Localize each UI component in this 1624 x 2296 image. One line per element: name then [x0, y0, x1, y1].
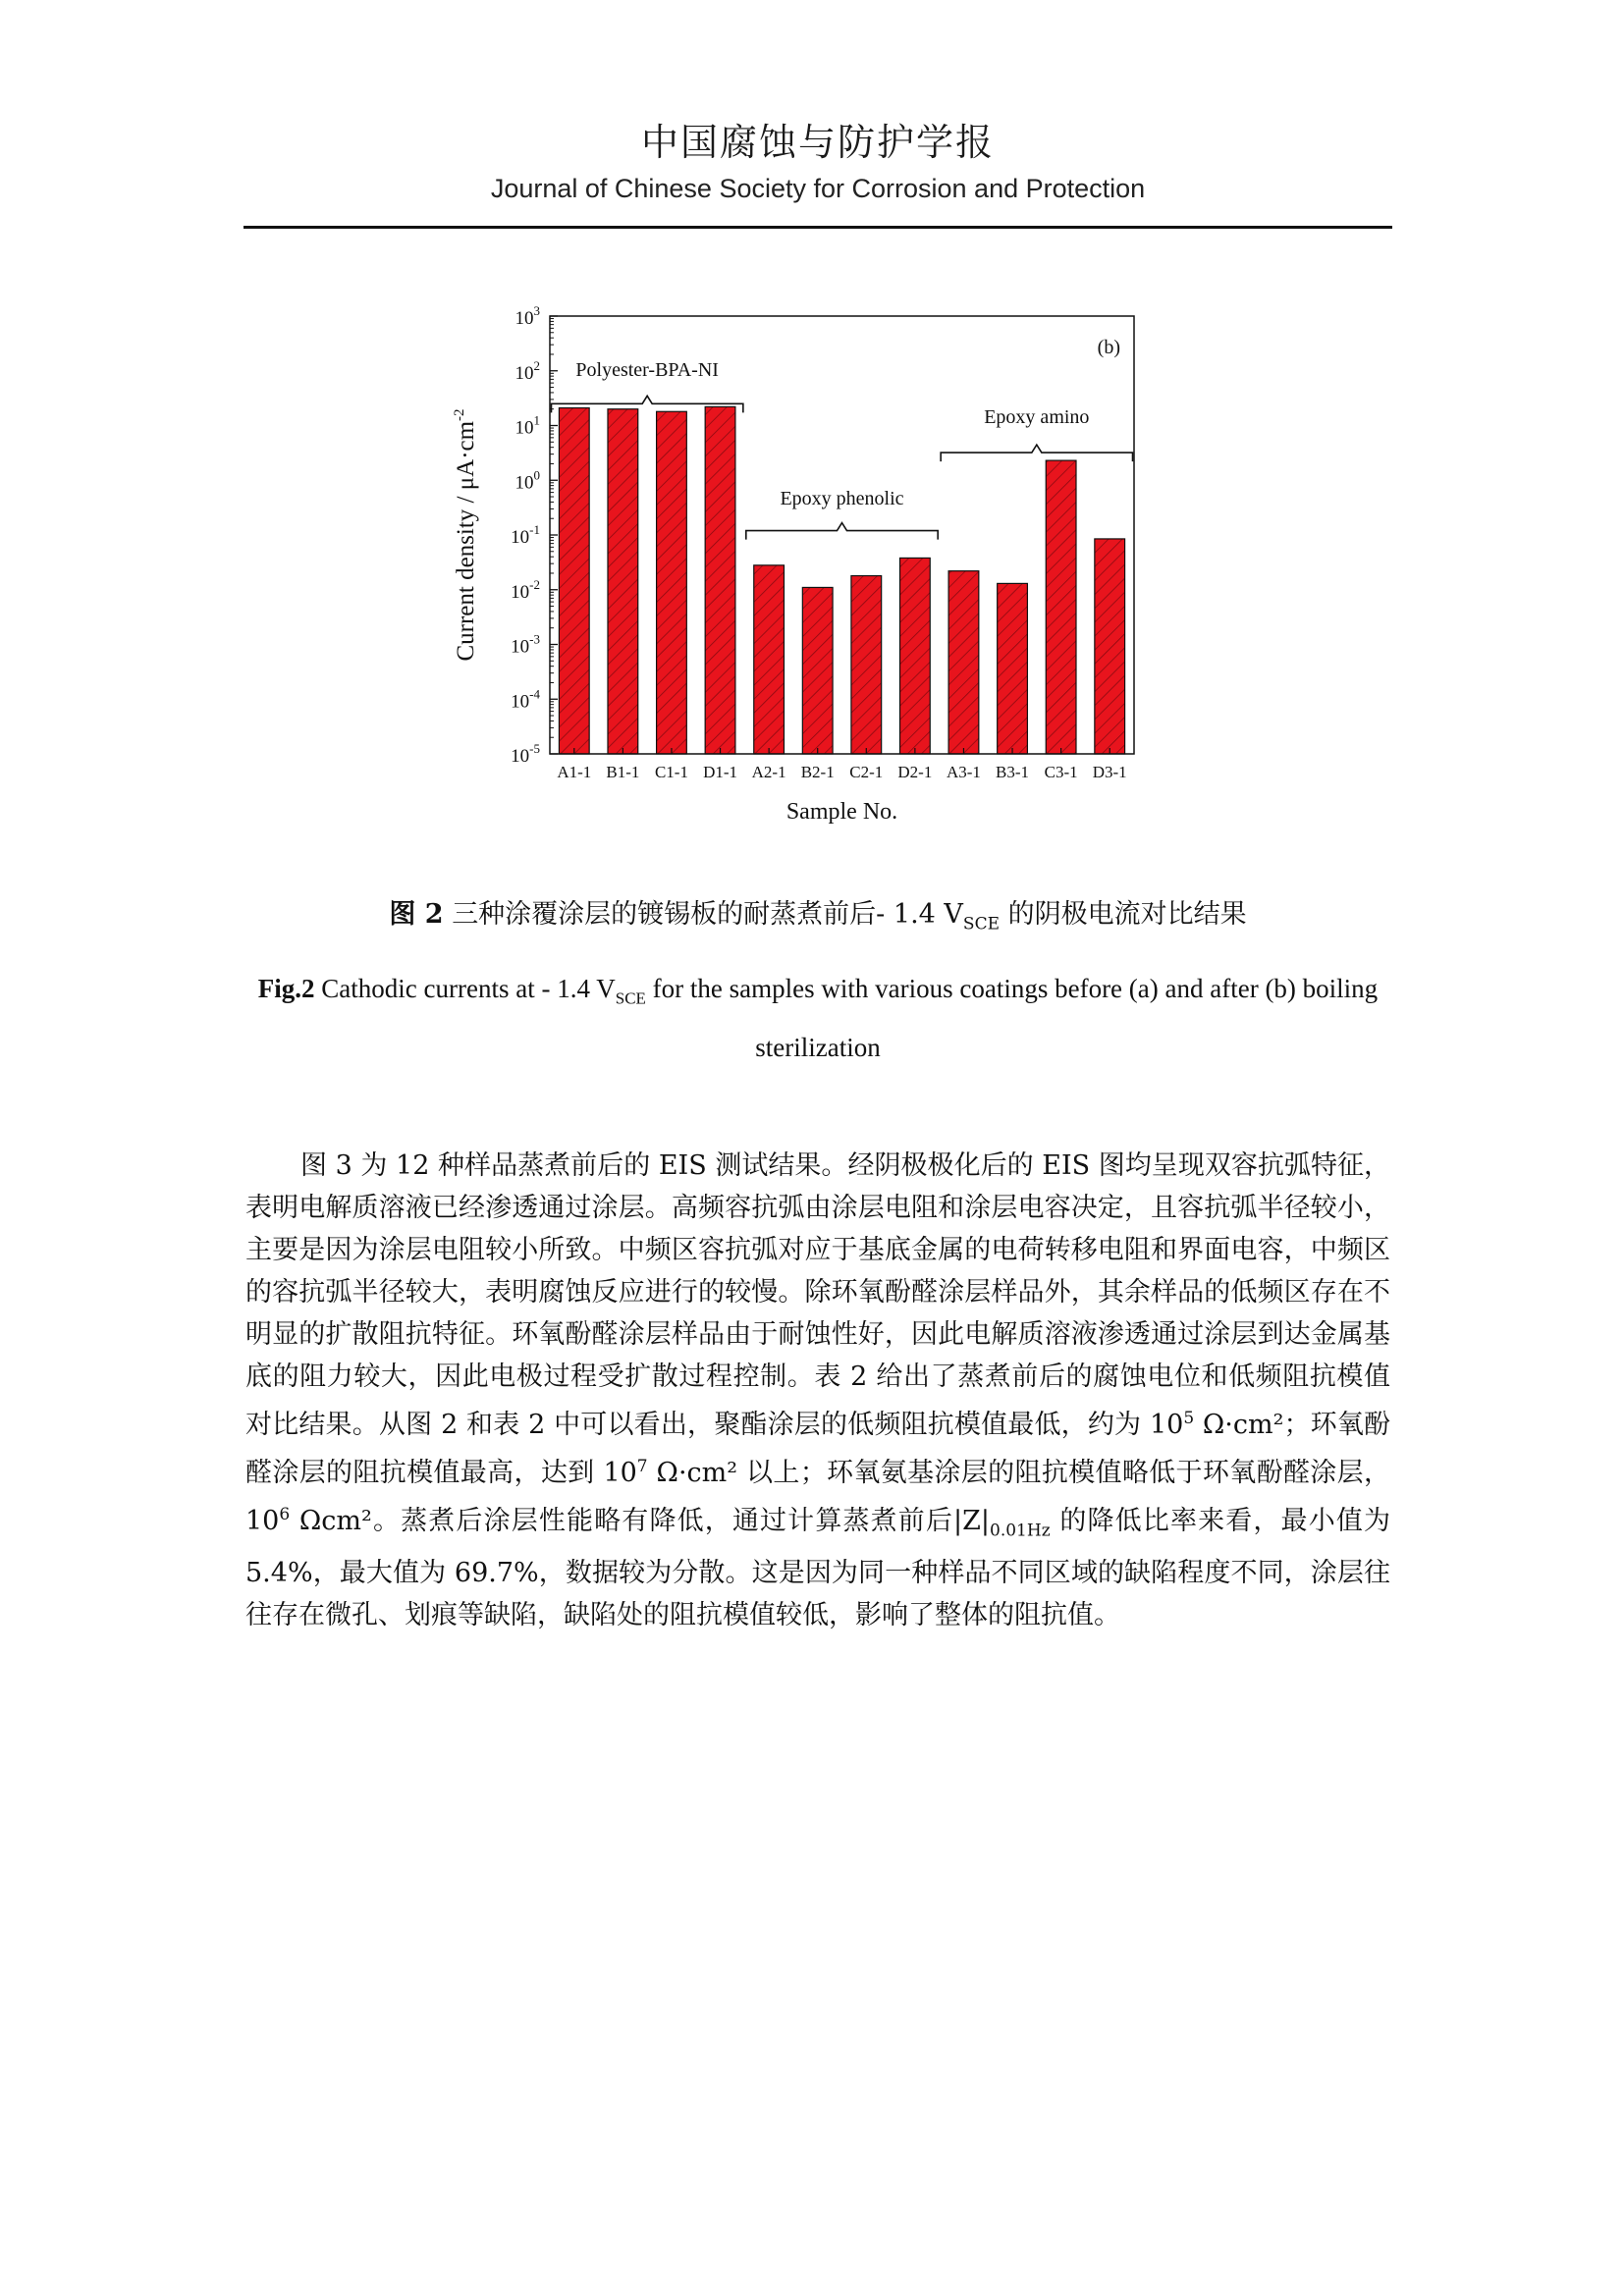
body-sub4: 0.01Hz: [990, 1521, 1051, 1541]
caption-cn-sub: SCE: [962, 914, 1000, 934]
caption-en-text-pre: Cathodic currents at - 1.4 V: [314, 974, 616, 1003]
caption-en-sub: SCE: [615, 988, 646, 1008]
xtick-label-A1-1: A1-1: [557, 763, 592, 781]
ytick-label--5: $10^{-5}$: [511, 741, 540, 767]
ytick-label-2: $10^2$: [514, 357, 540, 384]
xtick-label-A2-1: A2-1: [751, 763, 786, 781]
bar-A3-1: [948, 571, 979, 754]
x-axis-label: Sample No.: [785, 799, 898, 825]
bar-D3-1: [1095, 539, 1125, 754]
chart-plot: [452, 303, 1134, 825]
group-label-1: Epoxy phenolic: [780, 487, 904, 509]
group-bracket-1: [746, 523, 938, 540]
bar-C3-1: [1046, 460, 1076, 754]
body-sup1: 5: [1183, 1409, 1195, 1428]
caption-en-text-post: for the samples with various coatings before (a) and after (b) boiling sterilization: [645, 974, 1379, 1063]
journal-header: [244, 118, 1392, 208]
bar-C2-1: [851, 576, 882, 754]
xtick-label-C3-1: C3-1: [1044, 763, 1078, 781]
bar-B2-1: [802, 587, 833, 754]
ytick-label--1: $10^{-1}$: [511, 522, 540, 548]
bar-A2-1: [754, 565, 785, 754]
caption-cn-text-post: 的阴极电流对比结果: [1000, 899, 1247, 930]
xtick-label-B3-1: B3-1: [996, 763, 1030, 781]
xtick-label-B2-1: B2-1: [800, 763, 835, 781]
caption-en-label: Fig.2: [257, 974, 315, 1003]
bar-C1-1: [657, 411, 687, 754]
bar-D2-1: [900, 558, 931, 754]
body-paragraph: [245, 1145, 1390, 1636]
group-bracket-2: [941, 445, 1132, 461]
xtick-label-C1-1: C1-1: [654, 763, 688, 781]
panel-label: (b): [1097, 337, 1120, 358]
bar-D1-1: [705, 406, 735, 754]
figure-caption-cn: [244, 895, 1392, 943]
figure-caption-en: [244, 964, 1392, 1072]
xtick-label-A3-1: A3-1: [946, 763, 981, 781]
bar-A1-1: [559, 408, 589, 754]
xtick-label-B1-1: B1-1: [606, 763, 640, 781]
body-part4: Ωcm²。蒸煮后涂层性能略有降低，通过计算蒸煮前后|Z|: [290, 1506, 991, 1536]
cathodic-current-bar-chart: [422, 294, 1168, 844]
group-label-2: Epoxy amino: [984, 406, 1090, 429]
group-label-0: Polyester-BPA-NI: [575, 359, 719, 382]
caption-cn-label: 图 2: [389, 899, 444, 930]
body-part2: Ω·cm²；环氧酚醛涂层的阻抗模值最高，达到 10: [245, 1410, 1390, 1488]
ytick-label-1: $10^1$: [514, 412, 540, 439]
body-part5: 的降低比率来看，最小值为 5.4%，最大值为 69.7%，数据较为分散。这是因为同一种样品不同区域的缺陷程度不同，涂层往往存在微孔、划痕等缺陷，缺陷处的阻抗模值较低，影响了整体的阻抗值。: [245, 1506, 1390, 1631]
header-rule: [244, 226, 1392, 229]
journal-title-en: Journal of Chinese Society for Corrosion and Protection: [490, 174, 1146, 203]
ytick-label--4: $10^{-4}$: [511, 686, 540, 713]
y-axis-label: Current density / $\mu A\cdot cm^{-2}$: [452, 408, 479, 662]
ytick-label--2: $10^{-2}$: [511, 576, 540, 603]
bar-B3-1: [998, 583, 1028, 754]
ytick-label--3: $10^{-3}$: [511, 631, 540, 658]
ytick-label-0: $10^0$: [514, 467, 540, 494]
caption-cn-text-pre: 三种涂覆涂层的镀锡板的耐蒸煮前后- 1.4 V: [452, 899, 963, 930]
body-part1: 图 3 为 12 种样品蒸煮前后的 EIS 测试结果。经阴极极化后的 EIS 图均呈现双容抗弧特征，表明电解质溶液已经渗透通过涂层。高频容抗弧由涂层电阻和涂层电容决定，且容抗弧半径较小，主要是因为涂层电阻较小所致。中频区容抗弧对应于基底金属的电荷转移电阻和界面电容，中频区的容抗弧半径较大，表明腐蚀反应进行的较慢。除环氧酚醛涂层样品外，其余样品的低频区存在不明显的扩散阻抗特征。环氧酚醛涂层样品由于耐蚀性好，因此电解质溶液渗透通过涂层到达金属基底的阻力较大，因此电极过程受扩散过程控制。表 2 给出了蒸煮前后的腐蚀电位和低频阻抗模值对比结果。从图 2 和表 2 中可以看出，聚酯涂层的低频阻抗模值最低，约为 10: [245, 1150, 1390, 1440]
bar-B1-1: [608, 409, 638, 754]
body-part3: Ω·cm² 以上；环氧氨基涂层的阻抗模值略低于环氧酚醛涂层，10: [245, 1458, 1390, 1536]
xtick-label-D2-1: D2-1: [897, 763, 933, 781]
xtick-label-D3-1: D3-1: [1092, 763, 1127, 781]
journal-title-cn: 中国腐蚀与防护学报: [640, 121, 995, 164]
body-sup2: 7: [636, 1457, 648, 1476]
ytick-label-3: $10^3$: [514, 303, 540, 329]
body-sup3: 6: [279, 1505, 291, 1524]
xtick-label-C2-1: C2-1: [849, 763, 884, 781]
xtick-label-D1-1: D1-1: [703, 763, 738, 781]
